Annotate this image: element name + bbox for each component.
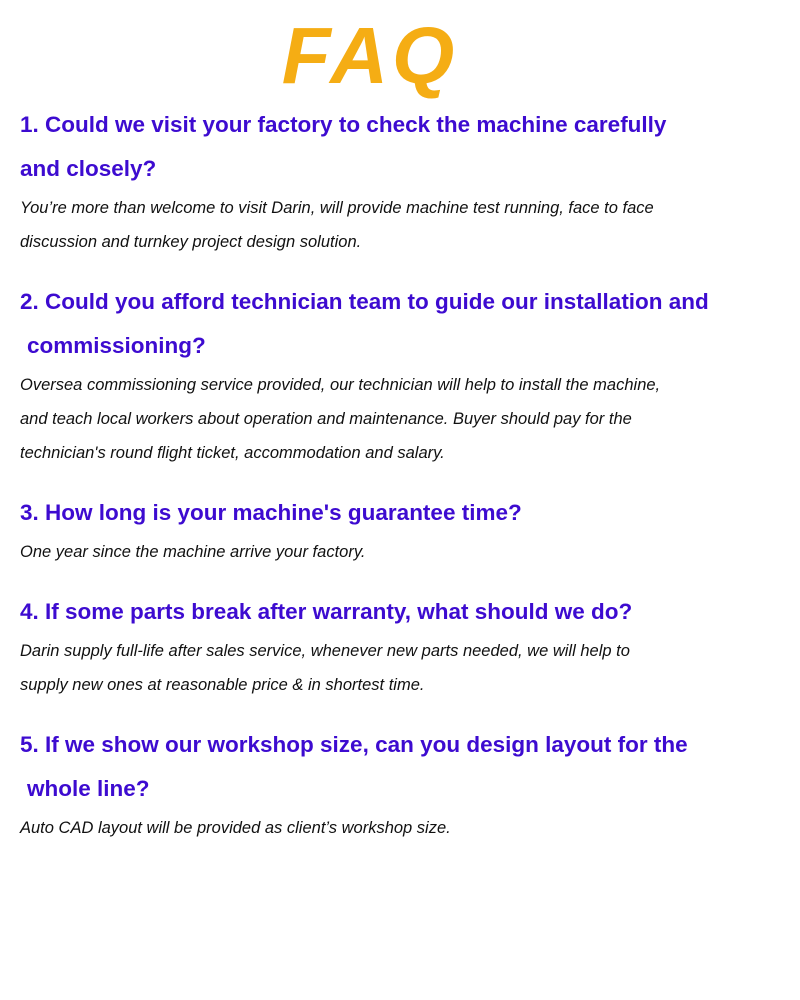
faq-answer-2-line-2: and teach local workers about operation and maintenance. Buyer should pay for the	[20, 410, 632, 428]
faq-question-1-line-1: 1. Could we visit your factory to check the machine carefully	[20, 112, 667, 137]
faq-answer-4	[20, 634, 795, 702]
faq-question-4	[20, 590, 795, 634]
faq-item-4	[20, 590, 795, 702]
faq-answer-3-line-1: One year since the machine arrive your factory.	[20, 543, 366, 561]
faq-answer-4-line-2: supply new ones at reasonable price & in shortest time.	[20, 676, 425, 694]
faq-question-2-line-2: commissioning?	[27, 333, 206, 358]
faq-question-1	[20, 103, 795, 191]
faq-answer-4-line-1: Darin supply full-life after sales service, whenever new parts needed, we will help to	[20, 642, 630, 660]
faq-question-2	[20, 280, 795, 368]
faq-question-5	[20, 723, 795, 811]
faq-question-3-line-1: 3. How long is your machine's guarantee time?	[20, 500, 522, 525]
faq-answer-1-line-2: discussion and turnkey project design solution.	[20, 233, 362, 251]
faq-question-1-line-2: and closely?	[20, 156, 157, 181]
faq-list	[20, 103, 795, 866]
faq-answer-3	[20, 535, 795, 569]
faq-item-1	[20, 103, 795, 259]
faq-answer-1-line-1: You’re more than welcome to visit Darin, will provide machine test running, face to face	[20, 199, 654, 217]
faq-question-4-line-1: 4. If some parts break after warranty, what should we do?	[20, 599, 633, 624]
faq-question-2-line-1: 2. Could you afford technician team to guide our installation and	[20, 289, 709, 314]
faq-answer-2	[20, 368, 795, 470]
faq-question-3	[20, 491, 795, 535]
faq-item-5	[20, 723, 795, 845]
faq-item-3	[20, 491, 795, 569]
faq-answer-1	[20, 191, 795, 259]
faq-question-5-line-1: 5. If we show our workshop size, can you design layout for the	[20, 732, 688, 757]
faq-item-2	[20, 280, 795, 470]
faq-answer-2-line-1: Oversea commissioning service provided, our technician will help to install the machine,	[20, 376, 661, 394]
faq-question-5-line-2: whole line?	[27, 776, 150, 801]
faq-answer-5	[20, 811, 795, 845]
faq-answer-2-line-3: technician's round flight ticket, accommodation and salary.	[20, 444, 445, 462]
page-title: FAQ	[281, 11, 459, 100]
faq-answer-5-line-1: Auto CAD layout will be provided as client’s workshop size.	[20, 819, 451, 837]
